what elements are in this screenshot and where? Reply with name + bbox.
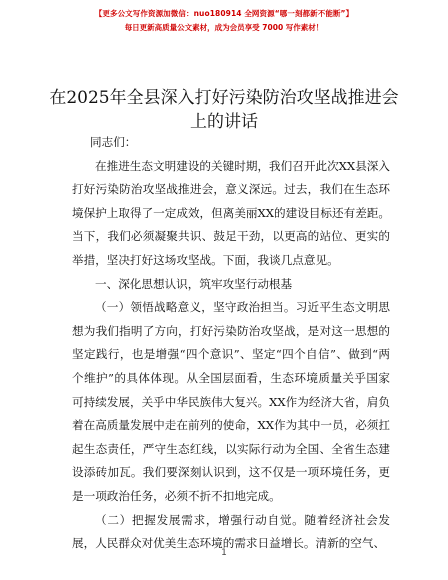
page-number: 1 <box>221 548 227 558</box>
document-title: 在2025年全县深入打好污染防治攻坚战推进会上的讲话 <box>49 88 399 132</box>
promo-banner-line-2: 每日更新高质量公文素材，成为会员享受 7000 写作素材！ <box>124 23 324 32</box>
salutation: 同志们： <box>90 135 137 149</box>
body-paragraph-1: （一）领悟战略意义，坚守政治担当。习近平生态文明思想为我们指明了方向，打好污染防治攻坚战，是对这一思想的坚定践行，也是增强“四个意识”、坚定“四个自信”、做到“两个维护”的具体体现。从全国层面看，生态环境质量关乎国家可持续发展，关乎中华民族伟大复兴。XX作为经济大省，肩负着在高质量发展中走在前列的使命，XX作为其中一员，必须扛起生态责任，严守生态红线，以实际行动为全国、全省生态建设添砖加瓦。我们要深刻认识到，这不仅是一项环境任务，更是一项政治任务，必须不折不扣地完成。 <box>72 300 390 503</box>
section-heading-1: 一、深化思想认识，筑牢攻坚行动根基 <box>95 276 293 291</box>
document-body <box>72 131 390 556</box>
body-paragraph-2: （二）把握发展需求，增强行动自觉。随着经济社会发展，人民群众对优美生态环境的需求日益增长。清新的空气、 <box>72 512 390 551</box>
promo-banner-line-1: 【更多公文写作资源加微信：nuo180914 全网资源“哪一刻都新不能断”】 <box>94 9 354 18</box>
intro-paragraph: 在推进生态文明建设的关键时期，我们召开此次XX县深入打好污染防治攻坚战推进会，意义深远。过去，我们在生态环境保护上取得了一定成效，但离美丽XX的建设目标还有差距。当下，我们必须凝聚共识、鼓足干劲，以更高的站位、更实的举措，坚决打好这场攻坚战。下面，我谈几点意见。 <box>72 158 390 267</box>
